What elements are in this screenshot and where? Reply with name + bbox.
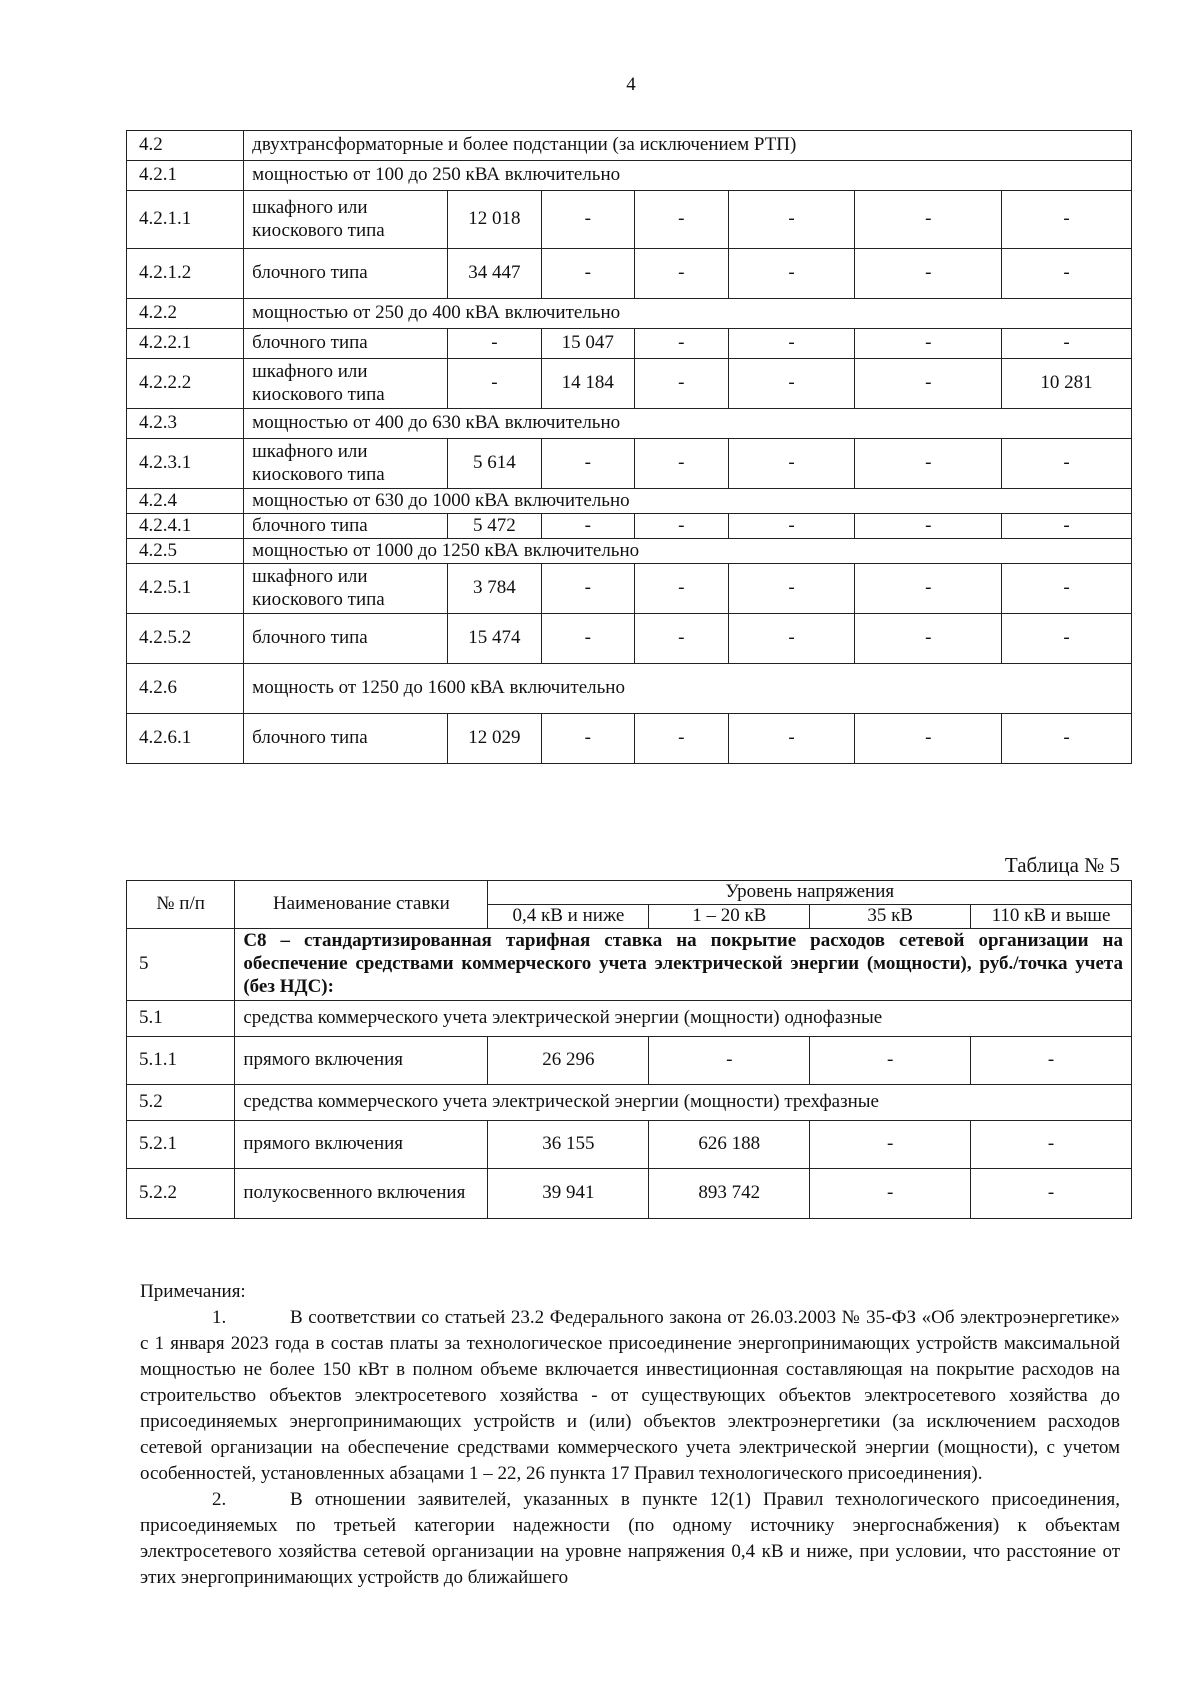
table-row — [127, 1121, 1132, 1169]
section-title: двухтрансформаторные и более подстанции (за исключением РТП) — [244, 131, 1132, 161]
note-text: В отношении заявителей, указанных в пункте 12(1) Правил технологического присоединения, присоединяемых по третьей категории надежности (по одному источнику энергоснабжения) к объектам электросетевого хозяйства сетевой организации на уровне напряжения 0,4 кВ и ниже, при условии, что расстояние от этих энергопринимающих устройств до ближайшего — [140, 1489, 1120, 1588]
table-row — [127, 489, 1132, 514]
table-row — [127, 131, 1132, 161]
header-name: Наименование ставки — [235, 881, 488, 929]
rate-title: С8 – стандартизированная тарифная ставка на покрытие расходов сетевой организации на обеспечение средствами коммерческого учета электрической энергии (мощности), руб./точка учета (без НДС): — [235, 929, 1132, 1001]
row-number: 4.2.1 — [127, 161, 244, 191]
note-item-2 — [140, 1487, 1120, 1591]
tariff-table-4 — [126, 130, 1132, 764]
table-row — [127, 539, 1132, 564]
header-level-35: 35 кВ — [810, 905, 971, 929]
value-cell: - — [810, 1037, 971, 1085]
value-cell: - — [971, 1121, 1132, 1169]
value-cell: - — [1002, 614, 1132, 664]
value-cell: 893 742 — [649, 1169, 810, 1219]
row-number: 4.2.4 — [127, 489, 244, 514]
row-number: 4.2.3 — [127, 409, 244, 439]
row-number: 4.2.1.1 — [127, 191, 244, 249]
section-title: средства коммерческого учета электрической энергии (мощности) однофазные — [235, 1001, 1132, 1037]
row-number: 5.1.1 — [127, 1037, 235, 1085]
row-number: 4.2.2 — [127, 299, 244, 329]
table-row — [127, 664, 1132, 714]
value-cell: - — [728, 329, 855, 359]
row-number: 4.2 — [127, 131, 244, 161]
value-cell: - — [1002, 329, 1132, 359]
row-number: 4.2.5 — [127, 539, 244, 564]
header-num: № п/п — [127, 881, 235, 929]
value-cell: 5 614 — [447, 439, 541, 489]
note-number: 1. — [212, 1307, 227, 1328]
page-number: 4 — [626, 74, 636, 95]
value-cell: 5 472 — [447, 514, 541, 539]
value-cell: - — [855, 714, 1002, 764]
table-row — [127, 564, 1132, 614]
note-item-1 — [140, 1305, 1120, 1487]
value-cell: - — [1002, 439, 1132, 489]
value-cell: - — [971, 1169, 1132, 1219]
value-cell: - — [728, 514, 855, 539]
row-number: 5.2.1 — [127, 1121, 235, 1169]
value-cell: - — [1002, 191, 1132, 249]
value-cell: 12 018 — [447, 191, 541, 249]
value-cell: - — [447, 329, 541, 359]
table-row — [127, 359, 1132, 409]
row-number: 4.2.6.1 — [127, 714, 244, 764]
value-cell: 12 029 — [447, 714, 541, 764]
row-name: шкафного или киоскового типа — [244, 359, 448, 409]
row-number: 4.2.1.2 — [127, 249, 244, 299]
value-cell: - — [634, 439, 728, 489]
note-number: 2. — [212, 1489, 227, 1510]
table-row — [127, 1001, 1132, 1037]
row-name: шкафного или киоскового типа — [244, 564, 448, 614]
table-row — [127, 249, 1132, 299]
value-cell: - — [541, 249, 634, 299]
value-cell: - — [1002, 564, 1132, 614]
table-row — [127, 299, 1132, 329]
header-level-110: 110 кВ и выше — [971, 905, 1132, 929]
value-cell: 626 188 — [649, 1121, 810, 1169]
value-cell: - — [855, 564, 1002, 614]
value-cell: 3 784 — [447, 564, 541, 614]
row-name: шкафного или киоскового типа — [244, 191, 448, 249]
value-cell: - — [541, 191, 634, 249]
section-title: мощностью от 1000 до 1250 кВА включительно — [244, 539, 1132, 564]
section-title: мощностью от 630 до 1000 кВА включительно — [244, 489, 1132, 514]
value-cell: - — [728, 614, 855, 664]
table-row — [127, 614, 1132, 664]
value-cell: - — [634, 359, 728, 409]
value-cell: - — [447, 359, 541, 409]
value-cell: 15 474 — [447, 614, 541, 664]
row-number: 4.2.2.2 — [127, 359, 244, 409]
row-number: 4.2.5.2 — [127, 614, 244, 664]
value-cell: - — [728, 359, 855, 409]
table-row — [127, 439, 1132, 489]
value-cell: - — [634, 564, 728, 614]
value-cell: - — [855, 329, 1002, 359]
table-row — [127, 1037, 1132, 1085]
value-cell: - — [634, 714, 728, 764]
header-voltage-level: Уровень напряжения — [488, 881, 1132, 905]
value-cell: - — [634, 514, 728, 539]
value-cell: 39 941 — [488, 1169, 649, 1219]
value-cell: 15 047 — [541, 329, 634, 359]
value-cell: - — [728, 564, 855, 614]
section-title: мощностью от 400 до 630 кВА включительно — [244, 409, 1132, 439]
table-row — [127, 1169, 1132, 1219]
value-cell: - — [649, 1037, 810, 1085]
table-row — [127, 329, 1132, 359]
value-cell: 34 447 — [447, 249, 541, 299]
row-number: 5.1 — [127, 1001, 235, 1037]
note-text: В соответствии со статьей 23.2 Федерального закона от 26.03.2003 № 35-ФЗ «Об электроэнергетике» с 1 января 2023 года в состав платы за технологическое присоединение энергопринимающих устройств максимальной мощностью не более 150 кВт в полном объеме включается инвестиционная составляющая на покрытие расходов на строительство объектов электросетевого хозяйства - от существующих объектов электросетевого хозяйства до присоединяемых энергопринимающих устройств и (или) объектов электроэнергетики (за исключением расходов сетевой организации на обеспечение средствами коммерческого учета электрической энергии (мощности), с учетом особенностей, установленных абзацами 1 – 22, 26 пункта 17 Правил технологического присоединения). — [140, 1307, 1120, 1484]
value-cell: 14 184 — [541, 359, 634, 409]
row-number: 5.2.2 — [127, 1169, 235, 1219]
table-row — [127, 514, 1132, 539]
value-cell: - — [541, 714, 634, 764]
value-cell: - — [855, 614, 1002, 664]
row-name: шкафного или киоскового типа — [244, 439, 448, 489]
value-cell: - — [810, 1169, 971, 1219]
row-number: 5.2 — [127, 1085, 235, 1121]
value-cell: - — [728, 714, 855, 764]
value-cell: - — [634, 614, 728, 664]
row-name: блочного типа — [244, 714, 448, 764]
table-row — [127, 714, 1132, 764]
row-number: 4.2.5.1 — [127, 564, 244, 614]
table-row — [127, 929, 1132, 1001]
value-cell: 26 296 — [488, 1037, 649, 1085]
value-cell: - — [1002, 514, 1132, 539]
row-name: блочного типа — [244, 249, 448, 299]
row-number: 4.2.6 — [127, 664, 244, 714]
value-cell: - — [728, 191, 855, 249]
value-cell: - — [855, 514, 1002, 539]
header-level-0-4: 0,4 кВ и ниже — [488, 905, 649, 929]
tariff-table-5 — [126, 880, 1132, 1219]
row-name: блочного типа — [244, 329, 448, 359]
row-number: 5 — [127, 929, 235, 1001]
table-5-title: Таблица № 5 — [1004, 853, 1120, 877]
row-name: блочного типа — [244, 514, 448, 539]
section-title: средства коммерческого учета электрической энергии (мощности) трехфазные — [235, 1085, 1132, 1121]
notes-section — [140, 1279, 1120, 1591]
row-name: полукосвенного включения — [235, 1169, 488, 1219]
header-level-1-20: 1 – 20 кВ — [649, 905, 810, 929]
section-title: мощностью от 100 до 250 кВА включительно — [244, 161, 1132, 191]
value-cell: - — [728, 439, 855, 489]
value-cell: - — [728, 249, 855, 299]
value-cell: - — [1002, 714, 1132, 764]
row-number: 4.2.2.1 — [127, 329, 244, 359]
value-cell: - — [541, 439, 634, 489]
value-cell: - — [971, 1037, 1132, 1085]
value-cell: - — [541, 564, 634, 614]
value-cell: - — [634, 329, 728, 359]
value-cell: - — [810, 1121, 971, 1169]
row-name: прямого включения — [235, 1037, 488, 1085]
row-name: прямого включения — [235, 1121, 488, 1169]
value-cell: - — [634, 249, 728, 299]
table-row — [127, 409, 1132, 439]
row-number: 4.2.3.1 — [127, 439, 244, 489]
value-cell: - — [855, 359, 1002, 409]
value-cell: 36 155 — [488, 1121, 649, 1169]
value-cell: 10 281 — [1002, 359, 1132, 409]
table-row — [127, 191, 1132, 249]
notes-title: Примечания: — [140, 1281, 246, 1302]
value-cell: - — [855, 191, 1002, 249]
table-row — [127, 161, 1132, 191]
value-cell: - — [634, 191, 728, 249]
value-cell: - — [1002, 249, 1132, 299]
value-cell: - — [855, 249, 1002, 299]
table-row — [127, 1085, 1132, 1121]
row-number: 4.2.4.1 — [127, 514, 244, 539]
value-cell: - — [541, 614, 634, 664]
value-cell: - — [541, 514, 634, 539]
row-name: блочного типа — [244, 614, 448, 664]
value-cell: - — [855, 439, 1002, 489]
section-title: мощностью от 250 до 400 кВА включительно — [244, 299, 1132, 329]
section-title: мощность от 1250 до 1600 кВА включительно — [244, 664, 1132, 714]
